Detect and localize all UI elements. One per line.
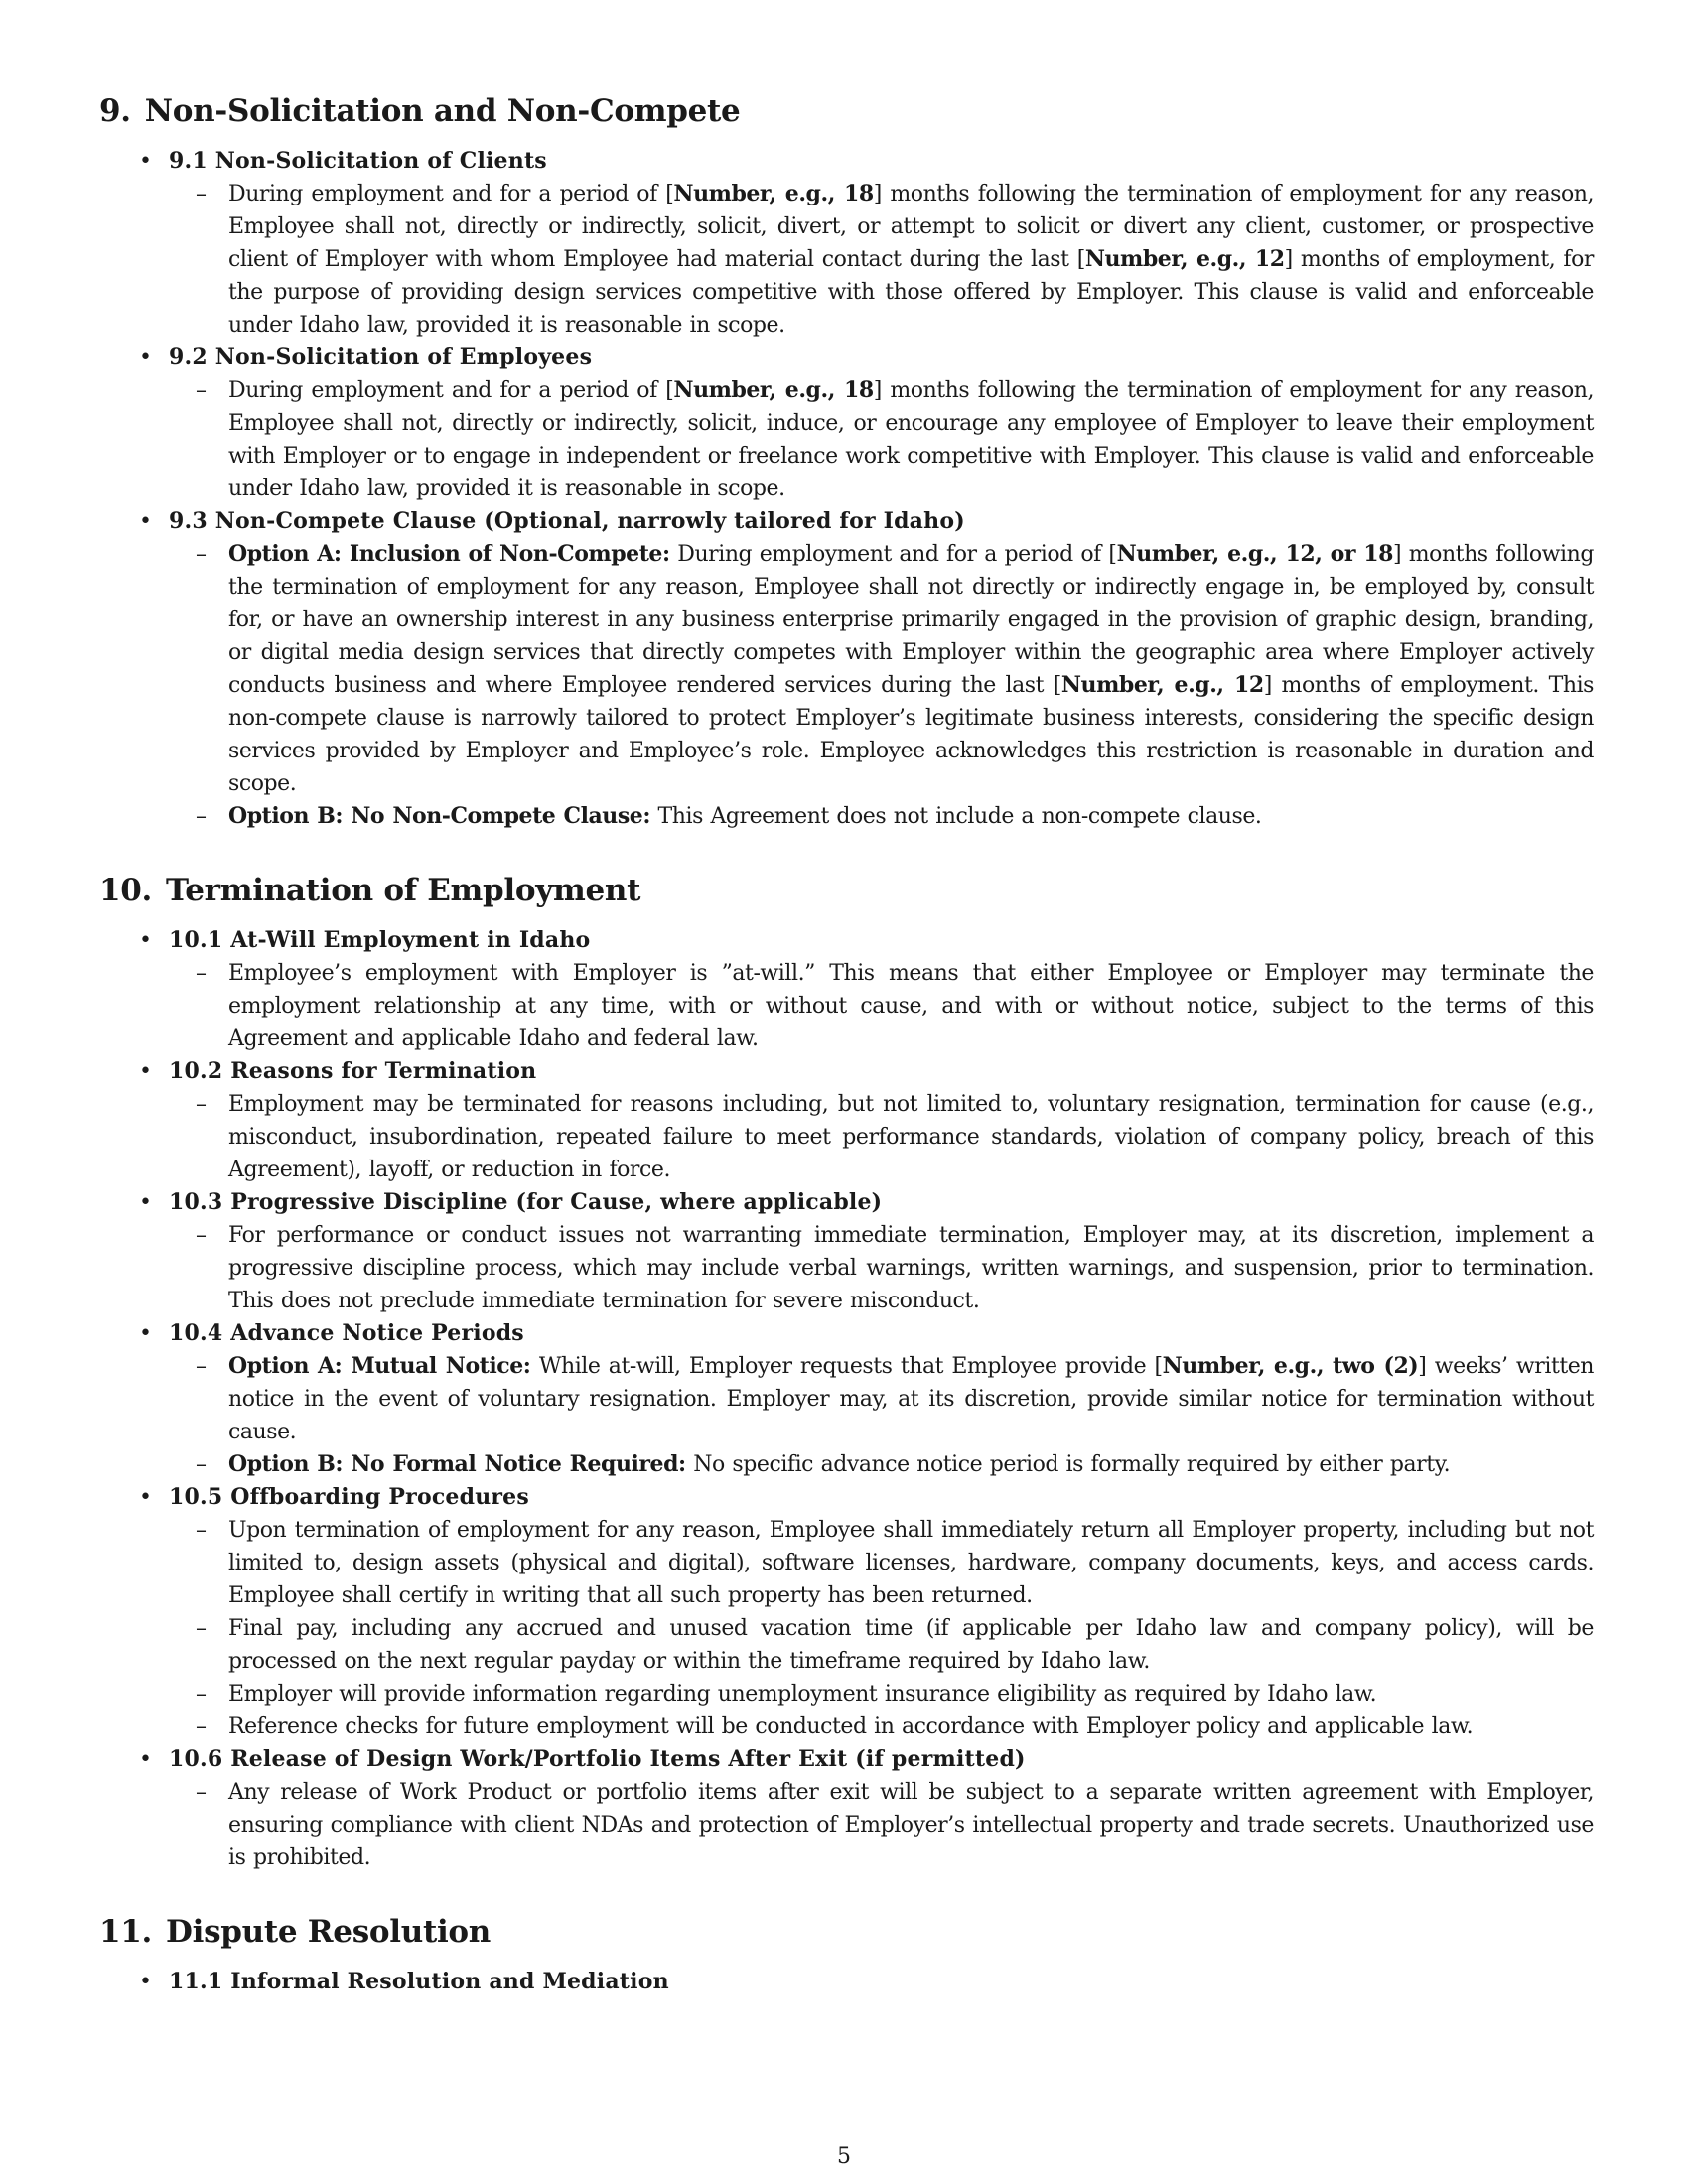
list-item — [169, 957, 1594, 1055]
dash-icon: – — [196, 1714, 207, 1739]
list-item — [169, 1448, 1594, 1481]
list-item — [169, 1678, 1594, 1710]
section-title: Non-Solicitation and Non-Compete — [144, 93, 741, 129]
text-run: Reference checks for future employment will be conducted in accordance with Employer policy and applicable law. — [228, 1714, 1474, 1739]
item-text — [228, 1612, 1594, 1678]
dash-icon: – — [196, 182, 207, 206]
subsection-title: 10.1 At-Will Employment in Idaho — [169, 927, 591, 953]
subsection — [99, 1317, 1594, 1481]
text-run: During employment and for a period of [ — [228, 378, 674, 403]
subsection — [99, 145, 1594, 341]
section-title: Dispute Resolution — [166, 1914, 492, 1950]
list-item — [169, 1219, 1594, 1317]
list-item — [169, 1776, 1594, 1874]
dash-icon: – — [196, 1223, 207, 1248]
list-item — [169, 1514, 1594, 1612]
text-run: ] weeks’ written notice in the event of voluntary resignation. Employer may, at its discretion, provide similar notice for termination without cause. — [228, 1354, 1595, 1444]
list-item — [169, 538, 1594, 800]
item-text — [228, 1448, 1594, 1481]
list-item — [169, 1088, 1594, 1186]
section-heading — [99, 91, 1594, 131]
subsection — [99, 1966, 1594, 1998]
subsection-title: 11.1 Informal Resolution and Mediation — [169, 1969, 669, 1994]
subsection-title: 9.2 Non-Solicitation of Employees — [169, 344, 593, 370]
bold-text: Option B: No Non-Compete Clause: — [228, 803, 651, 829]
text-run: This Agreement does not include a non-compete clause. — [650, 804, 1262, 829]
bold-text: Number, e.g., 12 — [1060, 672, 1264, 698]
bullet-icon: • — [139, 928, 152, 953]
item-text — [228, 1350, 1594, 1448]
item-text — [228, 1678, 1594, 1710]
bullet-icon: • — [139, 1485, 152, 1510]
subsection — [99, 505, 1594, 833]
list-item — [169, 1710, 1594, 1743]
bullet-icon: • — [139, 1321, 152, 1346]
bullet-icon: • — [139, 1970, 152, 1994]
dash-icon: – — [196, 1452, 207, 1477]
text-run: Any release of Work Product or portfolio items after exit will be subject to a separate written agreement with Employer, ensuring compliance with client NDAs and protection of Employer’s intellectual property and trade secrets. Unauthorized use is prohibited. — [228, 1780, 1594, 1870]
text-run: Employment may be terminated for reasons including, but not limited to, voluntary resignation, termination for cause (e.g., misconduct, insubordination, repeated failure to meet performance standards, violation of company policy, breach of this Agreement), layoff, or reduction in force. — [228, 1092, 1594, 1182]
dash-icon: – — [196, 1518, 207, 1543]
dash-icon: – — [196, 961, 207, 986]
item-text — [228, 957, 1594, 1055]
text-run: ] months following the termination of employment for any reason, Employee shall not, directly or indirectly, solicit, divert, or attempt to solicit or divert any client, customer, or prospective client of Employer with whom Employee had material contact during the last [ — [228, 182, 1595, 272]
item-text — [228, 1514, 1594, 1612]
section — [99, 91, 1594, 833]
section-number: 9. — [99, 93, 131, 129]
section-number: 11. — [99, 1914, 153, 1950]
subsection-title: 9.1 Non-Solicitation of Clients — [169, 148, 547, 174]
subsection-title: 10.6 Release of Design Work/Portfolio Items After Exit (if permitted) — [169, 1746, 1026, 1772]
subsection — [99, 1186, 1594, 1317]
subsection — [99, 341, 1594, 505]
subsection-title: 10.5 Offboarding Procedures — [169, 1484, 529, 1510]
item-text — [228, 1776, 1594, 1874]
subsection-title: 10.2 Reasons for Termination — [169, 1058, 537, 1084]
text-run: Final pay, including any accrued and unused vacation time (if applicable per Idaho law and company policy), will be processed on the next regular payday or within the timeframe required by Idaho law. — [228, 1616, 1594, 1674]
text-run: No specific advance notice period is formally required by either party. — [685, 1452, 1451, 1477]
subsection — [99, 1743, 1594, 1874]
bold-text: Option B: No Formal Notice Required: — [228, 1451, 686, 1477]
bullet-icon: • — [139, 509, 152, 534]
bold-text: Number, e.g., 12, or 18 — [1116, 541, 1394, 567]
text-run: ] months of employment, for the purpose of providing design services competitive with those offered by Employer. This clause is valid and enforceable under Idaho law, provided it is reasonable in scope. — [228, 247, 1594, 338]
item-text — [228, 1710, 1594, 1743]
bullet-icon: • — [139, 149, 152, 174]
section — [99, 1912, 1594, 1998]
bold-text: Number, e.g., 18 — [673, 377, 874, 403]
dash-icon: – — [196, 378, 207, 403]
subsection — [99, 924, 1594, 1055]
item-text — [228, 1219, 1594, 1317]
text-run: ] months of employment. This non-compete clause is narrowly tailored to protect Employer’s legitimate business interests, considering the specific design services provided by Employer and Employee’s role. Employee acknowledges this restriction is reasonable in duration and scope. — [228, 673, 1594, 796]
text-run: ] months following the termination of employment for any reason, Employee shall not, directly or indirectly, solicit, induce, or encourage any employee of Employer to leave their employment with Employer or to engage in independent or freelance work competitive with Employer. This clause is valid and enforceable under Idaho law, provided it is reasonable in scope. — [228, 378, 1595, 501]
item-text — [228, 538, 1594, 800]
bullet-icon: • — [139, 1190, 152, 1215]
subsection — [99, 1055, 1594, 1186]
dash-icon: – — [196, 1354, 207, 1379]
subsection-title: 9.3 Non-Compete Clause (Optional, narrowly tailored for Idaho) — [169, 508, 965, 534]
bold-text: Option A: Mutual Notice: — [228, 1353, 531, 1379]
subsection — [99, 1481, 1594, 1743]
text-run: Employee’s employment with Employer is ”at-will.” This means that either Employee or Employer may terminate the employment relationship at any time, with or without cause, and with or without notice, subject to the terms of this Agreement and applicable Idaho and federal law. — [228, 961, 1594, 1051]
bold-text: Option A: Inclusion of Non-Compete: — [228, 541, 670, 567]
dash-icon: – — [196, 1616, 207, 1641]
bold-text: Number, e.g., 18 — [673, 181, 874, 206]
item-text — [228, 178, 1594, 341]
document-body — [99, 91, 1594, 2036]
dash-icon: – — [196, 1092, 207, 1117]
section-title: Termination of Employment — [166, 873, 641, 908]
bullet-icon: • — [139, 1747, 152, 1772]
text-run: Upon termination of employment for any reason, Employee shall immediately return all Employer property, including but not limited to, design assets (physical and digital), software licenses, hardware, company documents, keys, and access cards. Employee shall certify in writing that all such property has been returned. — [228, 1518, 1594, 1608]
bullet-icon: • — [139, 345, 152, 370]
dash-icon: – — [196, 1682, 207, 1706]
list-item — [169, 800, 1594, 833]
text-run: ] months following the termination of employment for any reason, Employee shall not directly or indirectly engage in, be employed by, consult for, or have an ownership interest in any business enterprise primarily engaged in the provision of graphic design, branding, or digital media design services that directly competes with Employer within the geographic area where Employer actively conducts business and where Employee rendered services during the last [ — [228, 542, 1594, 698]
text-run: During employment and for a period of [ — [228, 182, 674, 206]
list-item — [169, 374, 1594, 505]
list-item — [169, 1350, 1594, 1448]
bold-text: Number, e.g., 12 — [1084, 246, 1285, 272]
section — [99, 871, 1594, 1874]
dash-icon: – — [196, 1780, 207, 1805]
text-run: While at-will, Employer requests that Employee provide [ — [530, 1354, 1163, 1379]
bullet-icon: • — [139, 1059, 152, 1084]
subsection-title: 10.4 Advance Notice Periods — [169, 1320, 524, 1346]
list-item — [169, 178, 1594, 341]
text-run: During employment and for a period of [ — [669, 542, 1117, 567]
item-text — [228, 374, 1594, 505]
section-heading — [99, 871, 1594, 910]
page-number: 5 — [837, 2144, 851, 2169]
list-item — [169, 1612, 1594, 1678]
dash-icon: – — [196, 804, 207, 829]
bold-text: Number, e.g., two (2) — [1162, 1353, 1419, 1379]
text-run: Employer will provide information regarding unemployment insurance eligibility as required by Idaho law. — [228, 1682, 1377, 1706]
dash-icon: – — [196, 542, 207, 567]
item-text — [228, 800, 1594, 833]
section-heading — [99, 1912, 1594, 1952]
subsection-title: 10.3 Progressive Discipline (for Cause, where applicable) — [169, 1189, 883, 1215]
item-text — [228, 1088, 1594, 1186]
section-number: 10. — [99, 873, 153, 908]
text-run: For performance or conduct issues not warranting immediate termination, Employer may, at its discretion, implement a progressive discipline process, which may include verbal warnings, written warnings, and suspension, prior to termination. This does not preclude immediate termination for severe misconduct. — [228, 1223, 1594, 1313]
